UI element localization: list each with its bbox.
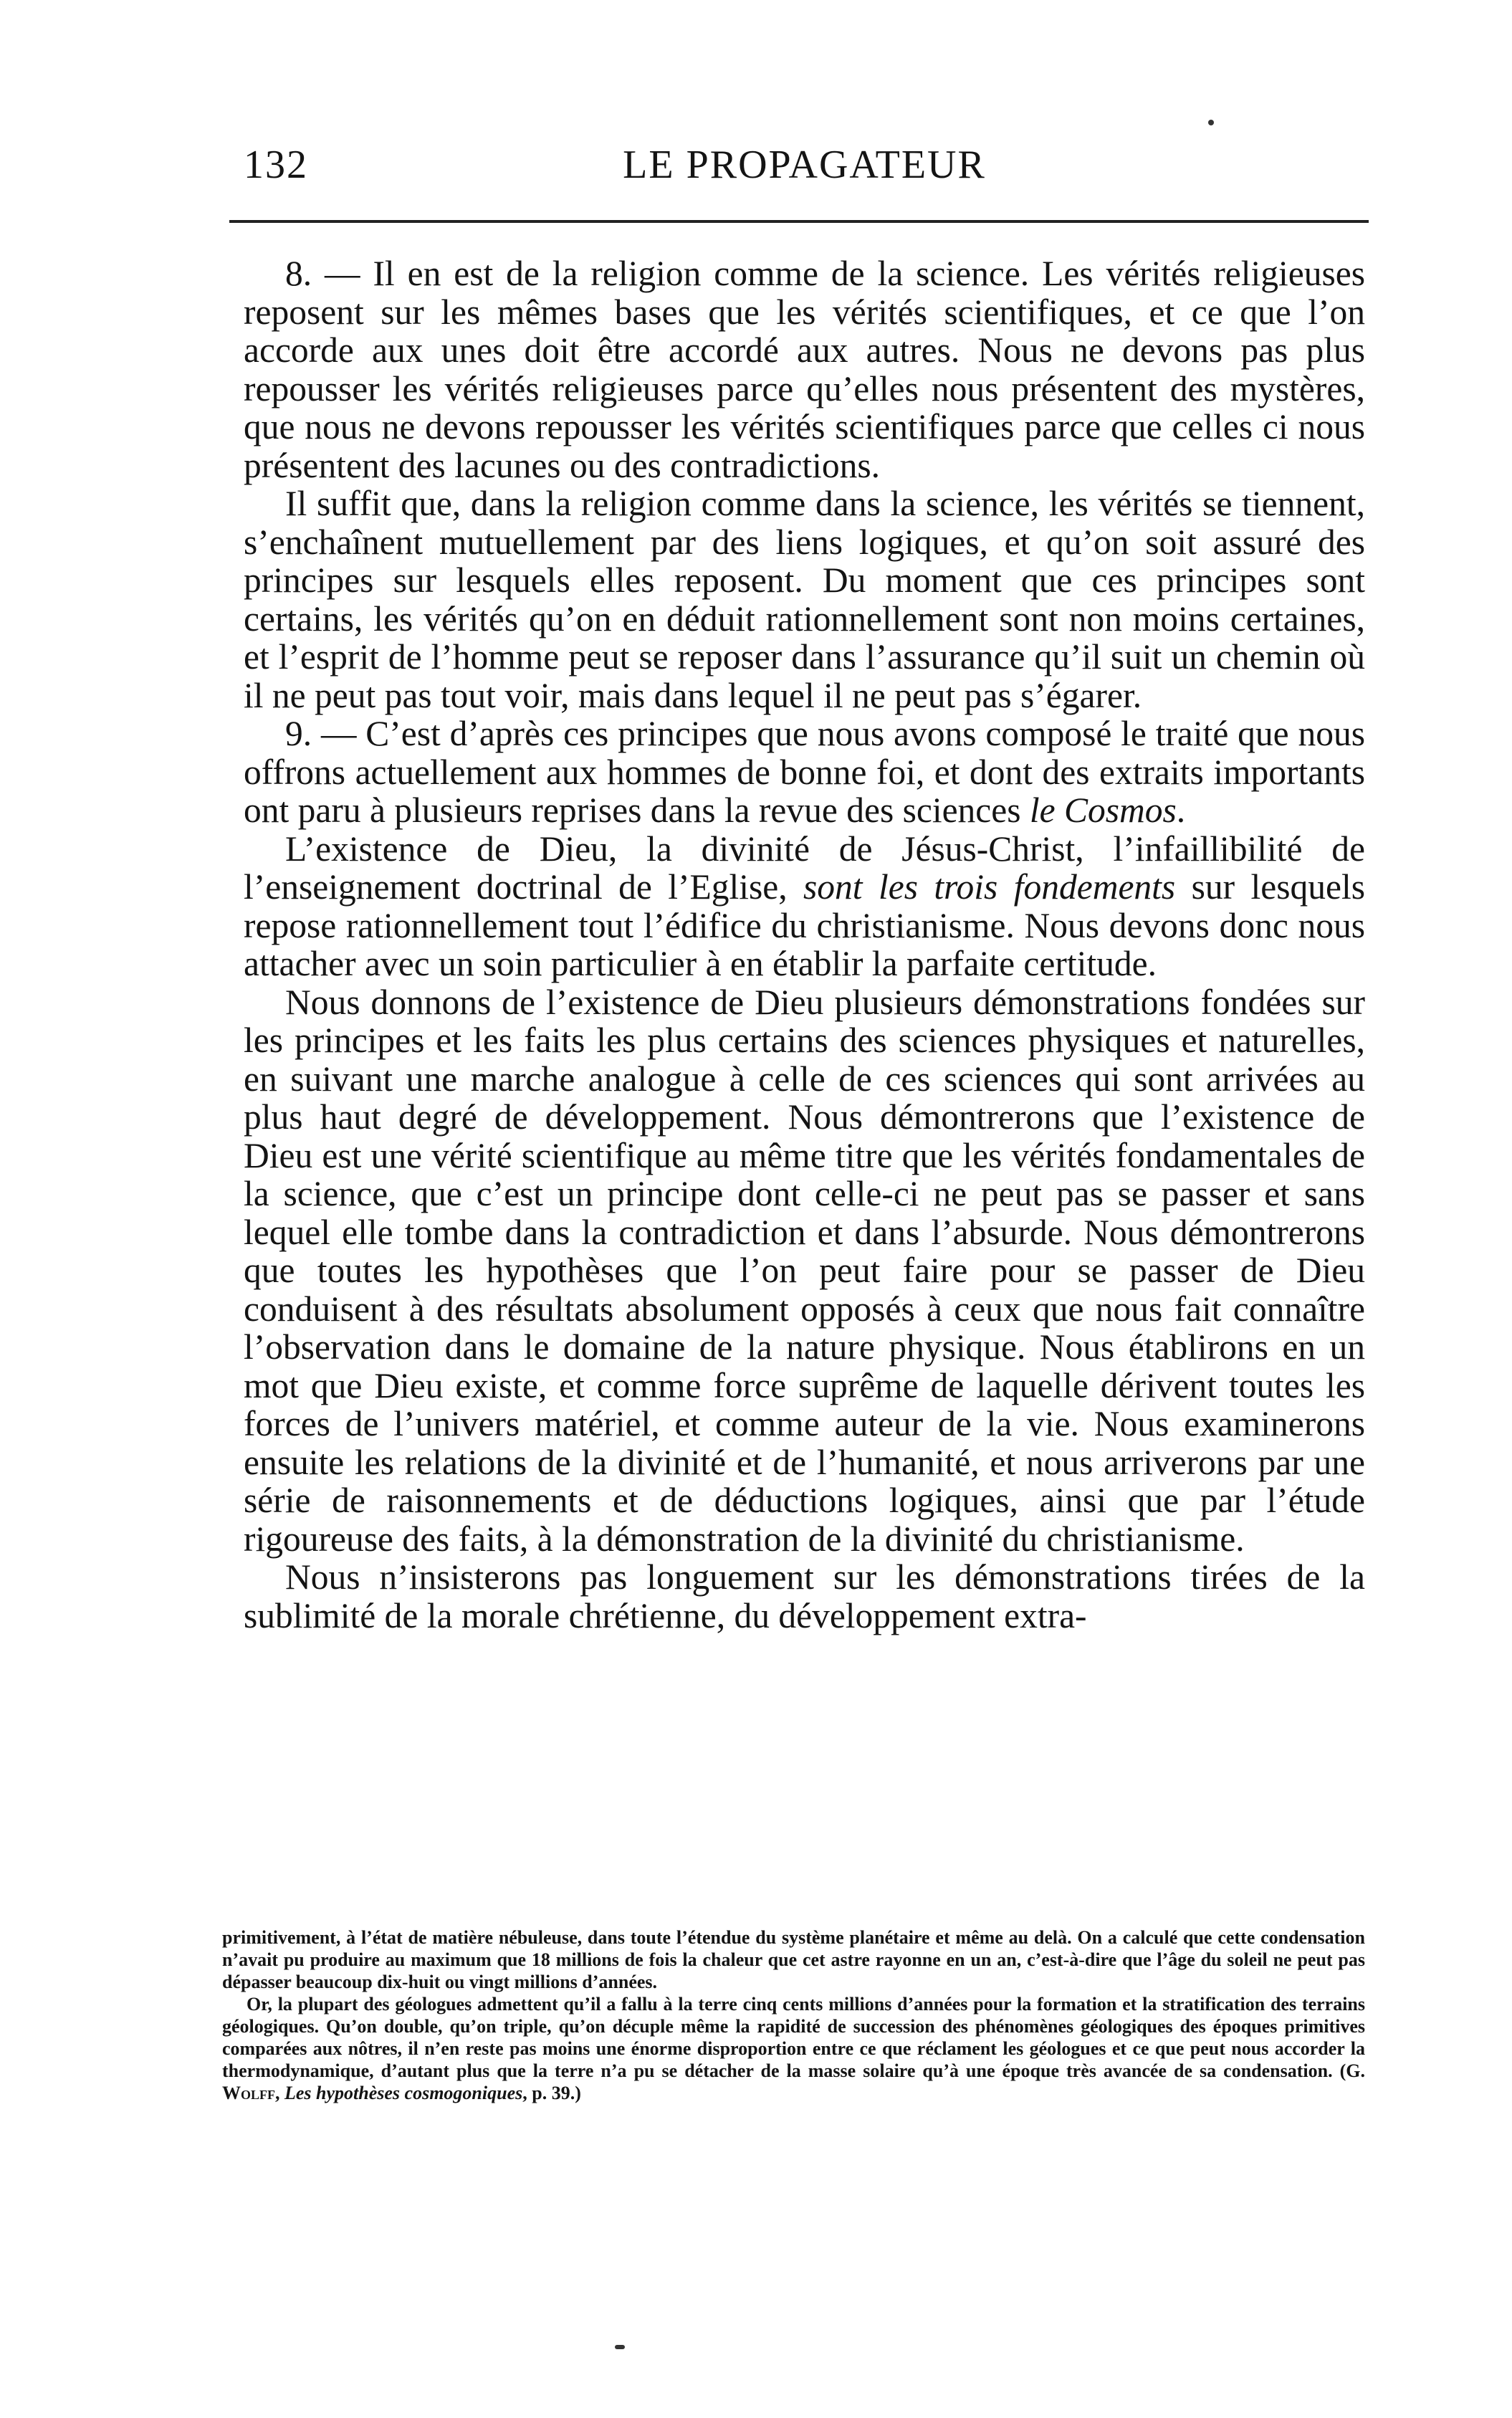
footnotes — [222, 1926, 1365, 2104]
paragraph-8: 8. — Il en est de la religion comme de la science. Les vérités religieuses reposent sur les mêmes bases que les vérités scientifiques, et ce que l’on accorde aux unes doit être accordé aux autres. Nous ne devons pas plus repousser les vérités religieuses parce qu’elles nous présentent des mystères, que nous ne devons repousser les vérités scientifiques parce que celles ci nous présentent des lacunes ou des contradictions. — [244, 254, 1365, 485]
journal-title: le Cosmos — [1029, 790, 1177, 830]
paragraph-9-text: 9. — C’est d’après ces principes que nous avons composé le traité que nous offrons actuellement aux hommes de bonne foi, et dont des extraits importants ont paru à plusieurs reprises dans la revue des sciences — [244, 714, 1365, 830]
footnote-continued: primitivement, à l’état de matière nébuleuse, dans toute l’étendue du système planétaire et même au delà. On a calculé que cette condensation n’avait pu produire au maximum que 18 millions de fois la chaleur que cet astre rayonne en un an, c’est-à-dire que l’âge du soleil ne peut pas dépasser beaucoup dix-huit ou vingt millions d’années. — [222, 1927, 1365, 1992]
page-number: 132 — [244, 143, 308, 187]
emphasis-fondements: sont les trois fondements — [803, 867, 1176, 907]
paragraph-9 — [244, 715, 1365, 830]
body-text — [244, 254, 1365, 1635]
paragraph-8-continued: Il suffit que, dans la religion comme dans la science, les vérités se tiennent, s’enchaînent mutuellement par des liens logiques, et qu’on soit assuré des principes sur lesquels elles reposent. Du moment que ces principes sont certains, les vérités qu’on en déduit rationnellement sont non moins certaines, et l’esprit de l’homme peut se reposer dans l’assurance qu’il suit un chemin où il ne peut pas tout voir, mais dans lequel il ne peut pas s’égarer. — [244, 484, 1365, 715]
header-rule — [229, 220, 1369, 223]
paragraph-9-end: . — [1176, 790, 1186, 830]
paragraph-demonstrations: Nous donnons de l’existence de Dieu plusieurs démonstrations fondées sur les principes et les faits les plus certains des sciences physiques et naturelles, en suivant une marche analogue à celle de ces sciences qui sont arrivées au plus haut degré de développement. Nous démontrerons que l’existence de Dieu est une vérité scientifique au même titre que les vérités fondamentales de la science, que c’est un principe dont celle-ci ne peut pas se passer et sans lequel elle tombe dans la contradiction et dans l’absurde. Nous démontrerons que toutes les hypothèses que l’on peut faire pour se passer de Dieu conduisent à des résultats absolument opposés à ceux que nous fait connaître l’observation dans le domaine de la nature physique. Nous établirons en un mot que Dieu existe, et comme force suprême de laquelle dérivent toutes les forces de l’univers matériel, et comme auteur de la vie. Nous examinerons ensuite les relations de la divinité et de l’humanité, et nous arriverons par une série de raisonnements et de déductions logiques, ainsi que par l’étude rigoureuse des faits, à la démonstration de la divinité du christianisme. — [244, 982, 1365, 1559]
print-speck — [615, 2345, 625, 2349]
footnote-geologues — [222, 1993, 1365, 2104]
citation-author: Wolff — [222, 2083, 275, 2103]
paragraph-existence — [244, 830, 1365, 983]
print-speck — [1208, 120, 1214, 125]
footnote-geologues-text: Or, la plupart des géologues admettent qu’il a fallu à la terre cinq cents millions d’années pour la formation et la stratification des terrains géologiques. Qu’on double, qu’on triple, qu’on décuple même la rapidité de succession des phénomènes géologiques des époques primitives comparées aux nôtres, il n’en reste pas moins une énorme disproportion entre ce que réclament les géologues et ce que peut nous accorder la thermodynamique, d’autant plus que la terre n’a pu se détacher de la masse solaire qu’à une époque très avancée de sa condensation. (G. — [222, 1994, 1365, 2081]
page-header — [244, 140, 1365, 190]
citation-title: Les hypothèses cosmogoniques — [284, 2083, 523, 2103]
paragraph-existence-end: sur lesquels repose rationnellement tout l’édifice du christianisme. Nous devons donc nous attacher avec un soin particulier à en établir la parfaite certitude. — [244, 867, 1365, 983]
citation-page: , p. 39.) — [522, 2083, 581, 2103]
running-title: LE PROPAGATEUR — [623, 143, 986, 187]
citation-separator: , — [275, 2083, 284, 2103]
paragraph-insisterons: Nous n’insisterons pas longuement sur les démonstrations tirées de la sublimité de la morale chrétienne, du développement extra- — [244, 1557, 1365, 1635]
paragraph-existence-text: L’existence de Dieu, la divinité de Jésus-Christ, l’infaillibilité de l’enseignement doctrinal de l’Eglise, — [244, 828, 1365, 907]
